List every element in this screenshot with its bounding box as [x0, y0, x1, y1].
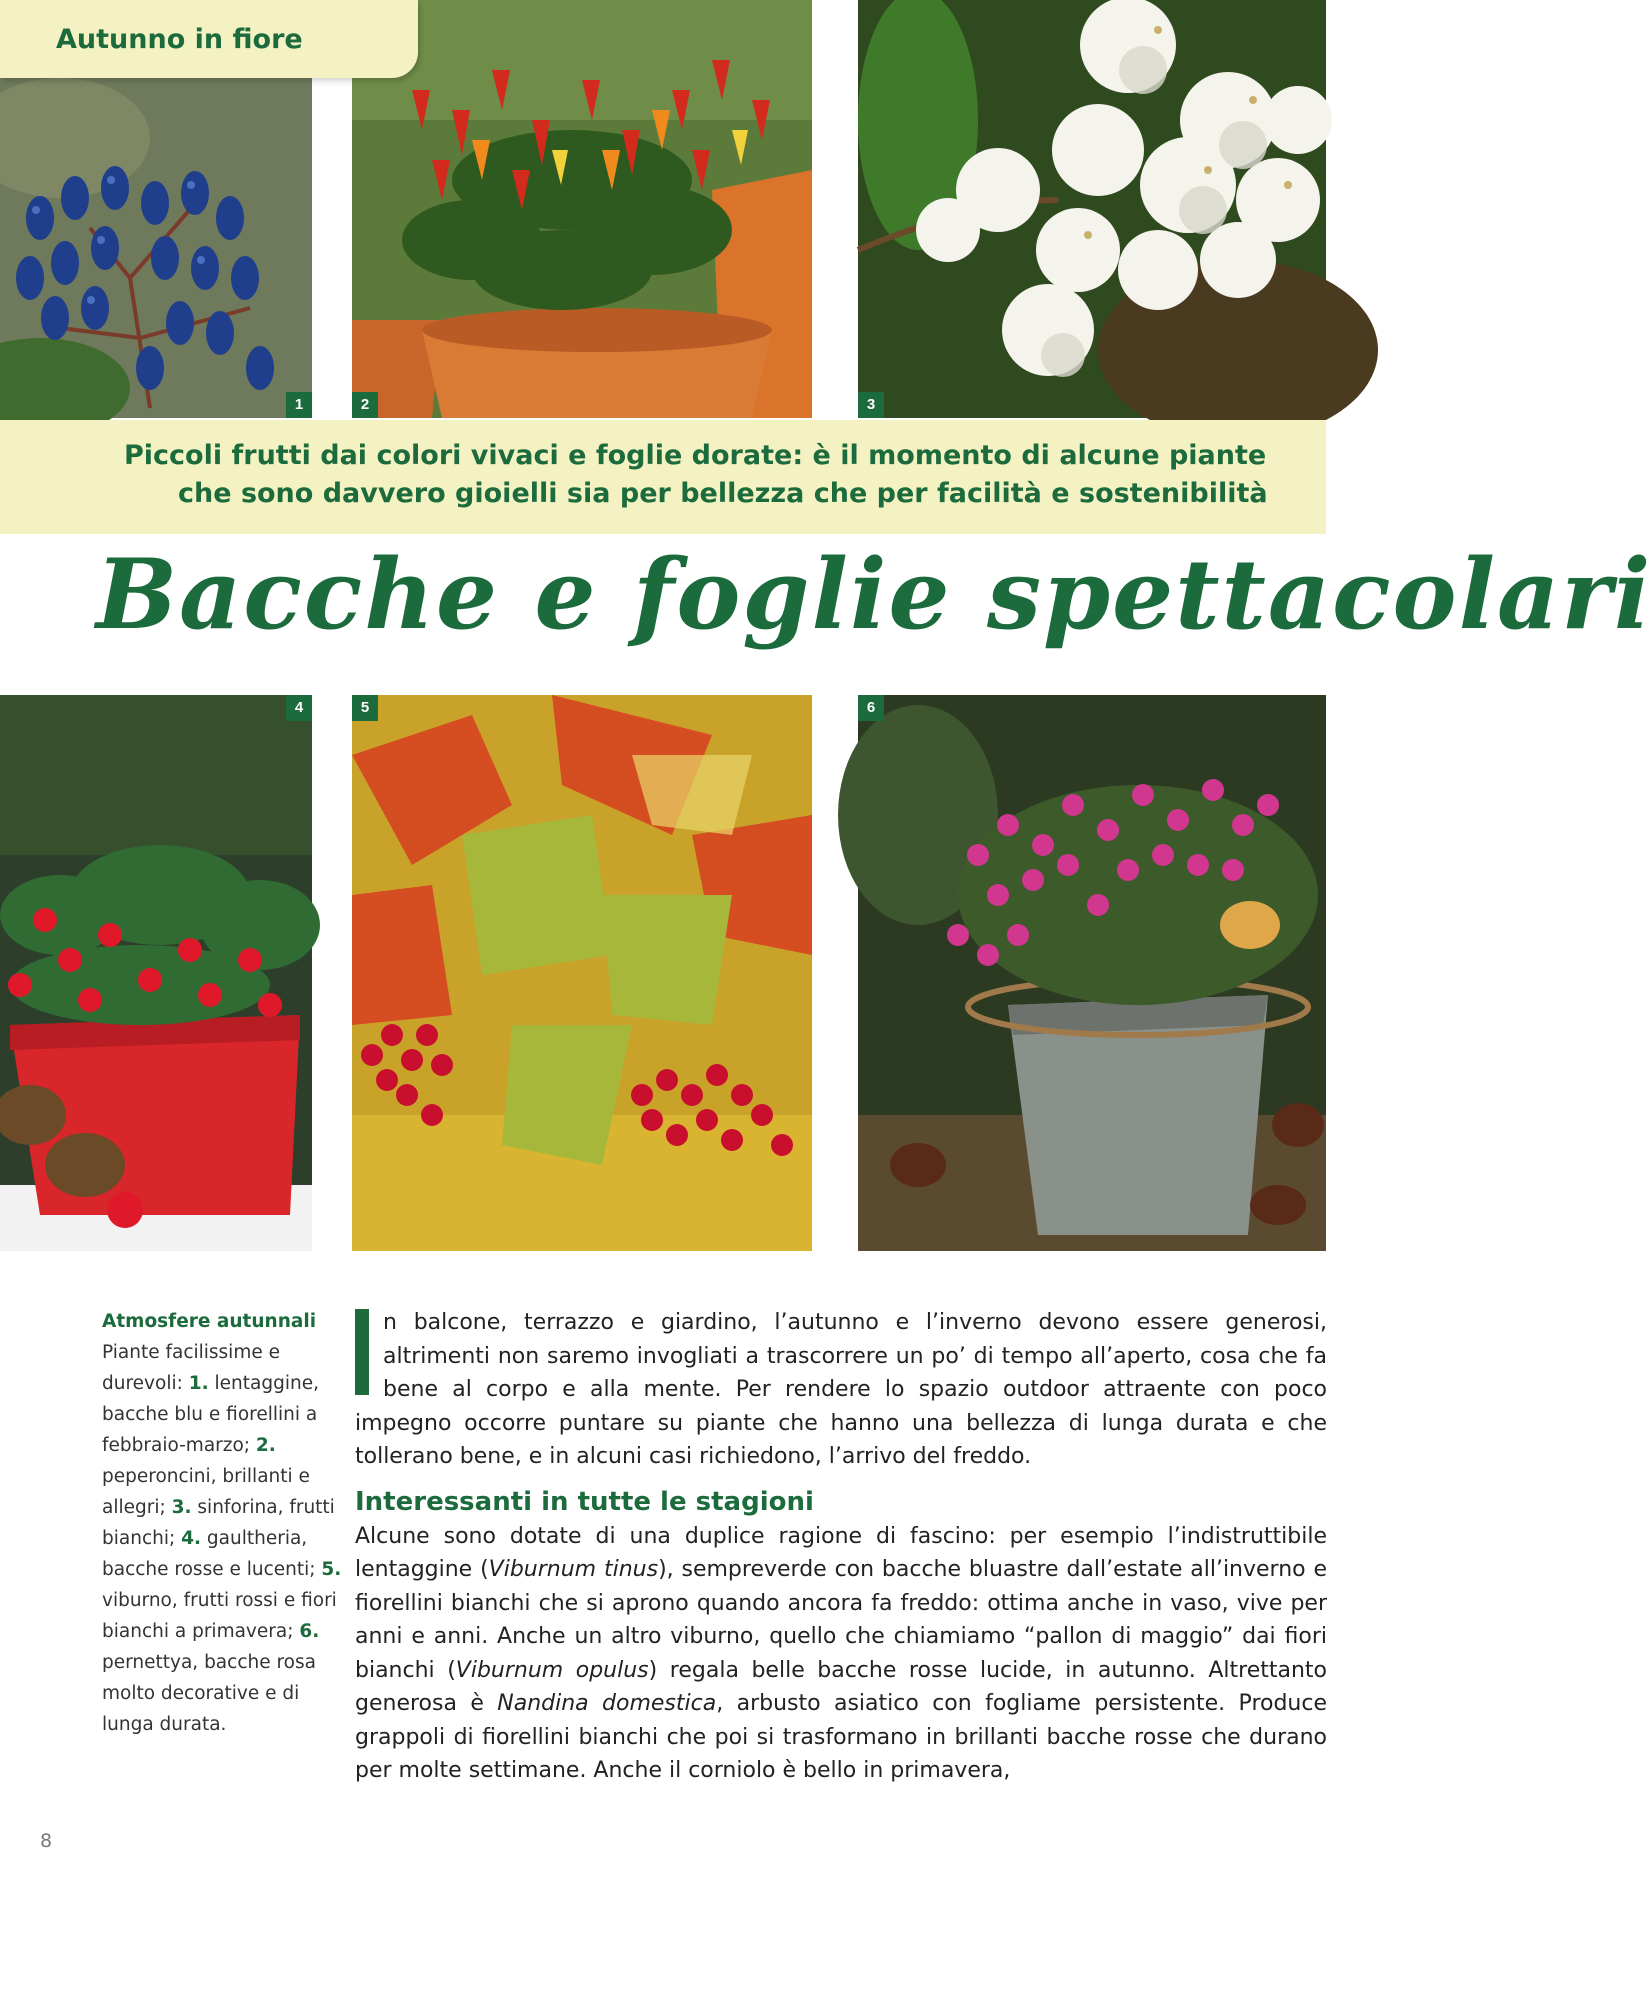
article-text-run: Alcune sono dotate di una duplice ragione di fascino: per esempio l’indistruttibile lentaggine ( [355, 1523, 1327, 1582]
caption-item-text: pernettya, bacche rosa molto decorative e di lunga durata. [102, 1652, 316, 1735]
photo-peperoncini [352, 0, 812, 418]
article-text-run: ), sempreverde con bacche bluastre dall’estate all’inverno e fiorellini bianchi che si aprono quando ancora fa freddo: ottima anche in vaso, vive per anni e anni. Anche un altro viburno, quello che chiamiamo “pallon di maggio” dai fiori bianchi ( [355, 1557, 1328, 1683]
photo-number-badge: 4 [286, 695, 312, 721]
photo-caption [102, 1306, 342, 1740]
photo-sinforina [858, 0, 1326, 418]
photo-number-badge: 1 [286, 392, 312, 418]
photo-gaultheria [0, 695, 312, 1251]
subtitle-band [0, 420, 1326, 534]
caption-item-text: lentaggine, bacche blu e fiorellini a febbraio-marzo; [102, 1373, 319, 1456]
caption-item-number: 2. [255, 1435, 276, 1456]
article-italic-term: Nandina domestica [497, 1691, 717, 1716]
page-number: 8 [40, 1830, 53, 1852]
caption-item-text: viburno, frutti rossi e fiori bianchi a primavera; [102, 1590, 337, 1642]
section-tag [0, 0, 418, 78]
article-text-run: ) regala belle bacche rosse lucide, in autunno. Altrettanto generosa è [355, 1657, 1327, 1716]
caption-item-number: 6. [299, 1621, 320, 1642]
caption-item-number: 3. [171, 1497, 192, 1518]
article-italic-term: Viburnum tinus [488, 1557, 659, 1582]
subtitle-line-1: Piccoli frutti dai colori vivaci e foglie dorate: è il momento di alcune piante [124, 440, 1267, 471]
photo-number-badge: 3 [858, 392, 884, 418]
photo-pernettya [858, 695, 1326, 1251]
drop-cap-bar [355, 1309, 369, 1395]
caption-heading: Atmosfere autunnali [102, 1311, 317, 1332]
article-text-run: , arbusto asiatico con fogliame persistente. Produce grappoli di fiorellini bianchi che poi si trasformano in brillanti bacche rosse che durano per molte settimane. Anche il corniolo è bello in primavera, [355, 1691, 1328, 1783]
article-paragraph [355, 1306, 1327, 1474]
article-body [355, 1306, 1327, 1788]
caption-item-text: sinforina, frutti bianchi; [102, 1497, 335, 1549]
article-italic-term: Viburnum opulus [455, 1657, 649, 1683]
photo-lentaggine [0, 78, 312, 418]
page-title: Bacche e foglie spettacolari [96, 538, 1652, 651]
article-paragraph-text: n balcone, terrazzo e giardino, l’autunno e l’inverno devono essere generosi, altrimenti non saremo invogliati a trascorrere un po’ di tempo all’aperto, cosa che fa bene al corpo e alla mente. Per rendere lo spazio outdoor attraente con poco impegno occorre puntare su piante che hanno una bellezza di lunga durata e che tollerano bene, e in alcuni casi richiedono, l’arrivo del freddo. [355, 1310, 1327, 1469]
photo-number-badge: 5 [352, 695, 378, 721]
article-paragraph [355, 1520, 1327, 1788]
caption-item-number: 1. [188, 1373, 209, 1394]
article-subheading: Interessanti in tutte le stagioni [355, 1486, 814, 1517]
caption-item-text: gaultheria, bacche rosse e lucenti; [102, 1528, 316, 1580]
section-tag-label: Autunno in fiore [56, 24, 303, 55]
photo-number-badge: 2 [352, 392, 378, 418]
photo-number-badge: 6 [858, 695, 884, 721]
caption-item-number: 5. [321, 1559, 342, 1580]
caption-item-text: peperoncini, brillanti e allegri; [102, 1466, 310, 1518]
photo-viburno [352, 695, 812, 1251]
caption-item-number: 4. [181, 1528, 202, 1549]
caption-intro: Piante facilissime e durevoli: [102, 1342, 280, 1394]
subtitle-line-2: che sono davvero gioielli sia per bellezza che per facilità e sostenibilità [178, 478, 1268, 509]
